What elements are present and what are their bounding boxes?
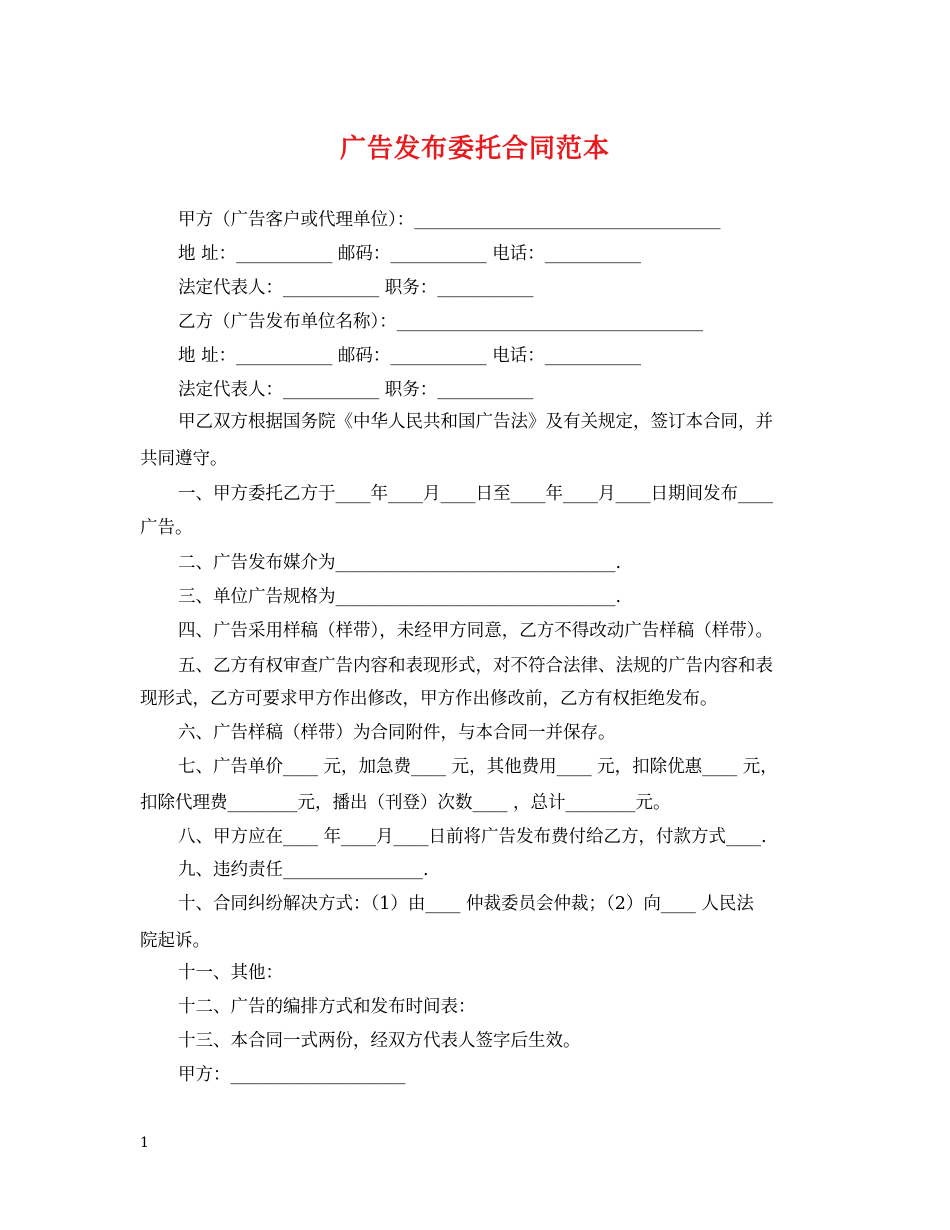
party-a-signature-line: 甲方：____________________ [178, 1065, 406, 1085]
clause-10: 十、合同纠纷解决方式：（1）由____ 仲裁委员会仲裁；（2）向____ 人民法 [178, 894, 754, 914]
preamble-paragraph: 甲乙双方根据国务院《中华人民共和国广告法》及有关规定，签订本合同，并 [178, 412, 773, 432]
party-b-representative-line: 法定代表人：___________ 职务：___________ [178, 380, 534, 400]
clause-4: 四、广告采用样稿（样带），未经甲方同意，乙方不得改动广告样稿（样带）。 [178, 621, 773, 641]
clause-1: 一、甲方委托乙方于____年____月____日至____年____月____日期间发布____ [178, 484, 773, 504]
clause-11: 十一、其他： [178, 963, 283, 983]
clause-8: 八、甲方应在____ 年____月____日前将广告发布费付给乙方，付款方式____. [178, 827, 767, 847]
clause-5-cont: 现形式，乙方可要求甲方作出修改，甲方作出修改前，乙方有权拒绝发布。 [140, 689, 718, 709]
clause-12: 十二、广告的编排方式和发布时间表： [178, 997, 476, 1017]
document-title: 广告发布委托合同范本 [339, 134, 610, 164]
clause-7-cont: 扣除代理费________元，播出（刊登）次数____ ，总计________元。 [140, 793, 671, 813]
party-b-name-line: 乙方（广告发布单位名称）：___________________________________ [178, 312, 703, 332]
preamble-paragraph-cont: 共同遵守。 [140, 449, 228, 469]
clause-13: 十三、本合同一式两份，经双方代表人签字后生效。 [178, 1031, 581, 1051]
clause-6: 六、广告样稿（样带）为合同附件，与本合同一并保存。 [178, 723, 616, 743]
party-a-address-line: 地 址：___________ 邮码：___________ 电话：___________ [178, 244, 641, 264]
clause-5: 五、乙方有权审查广告内容和表现形式，对不符合法律、法规的广告内容和表 [178, 656, 773, 676]
party-a-name-line: 甲方（广告客户或代理单位）：___________________________________ [178, 210, 721, 230]
party-b-address-line: 地 址：___________ 邮码：___________ 电话：___________ [178, 346, 641, 366]
page-number: 1 [140, 1135, 149, 1151]
clause-1-cont: 广告。 [140, 518, 193, 538]
party-a-representative-line: 法定代表人：___________ 职务：___________ [178, 278, 534, 298]
clause-7: 七、广告单价____ 元，加急费____ 元，其他费用____ 元，扣除优惠____ 元， [178, 757, 778, 777]
clause-2: 二、广告发布媒介为________________________________. [178, 553, 622, 573]
clause-9: 九、违约责任________________. [178, 860, 429, 880]
clause-3: 三、单位广告规格为________________________________. [178, 587, 622, 607]
clause-10-cont: 院起诉。 [140, 931, 210, 951]
